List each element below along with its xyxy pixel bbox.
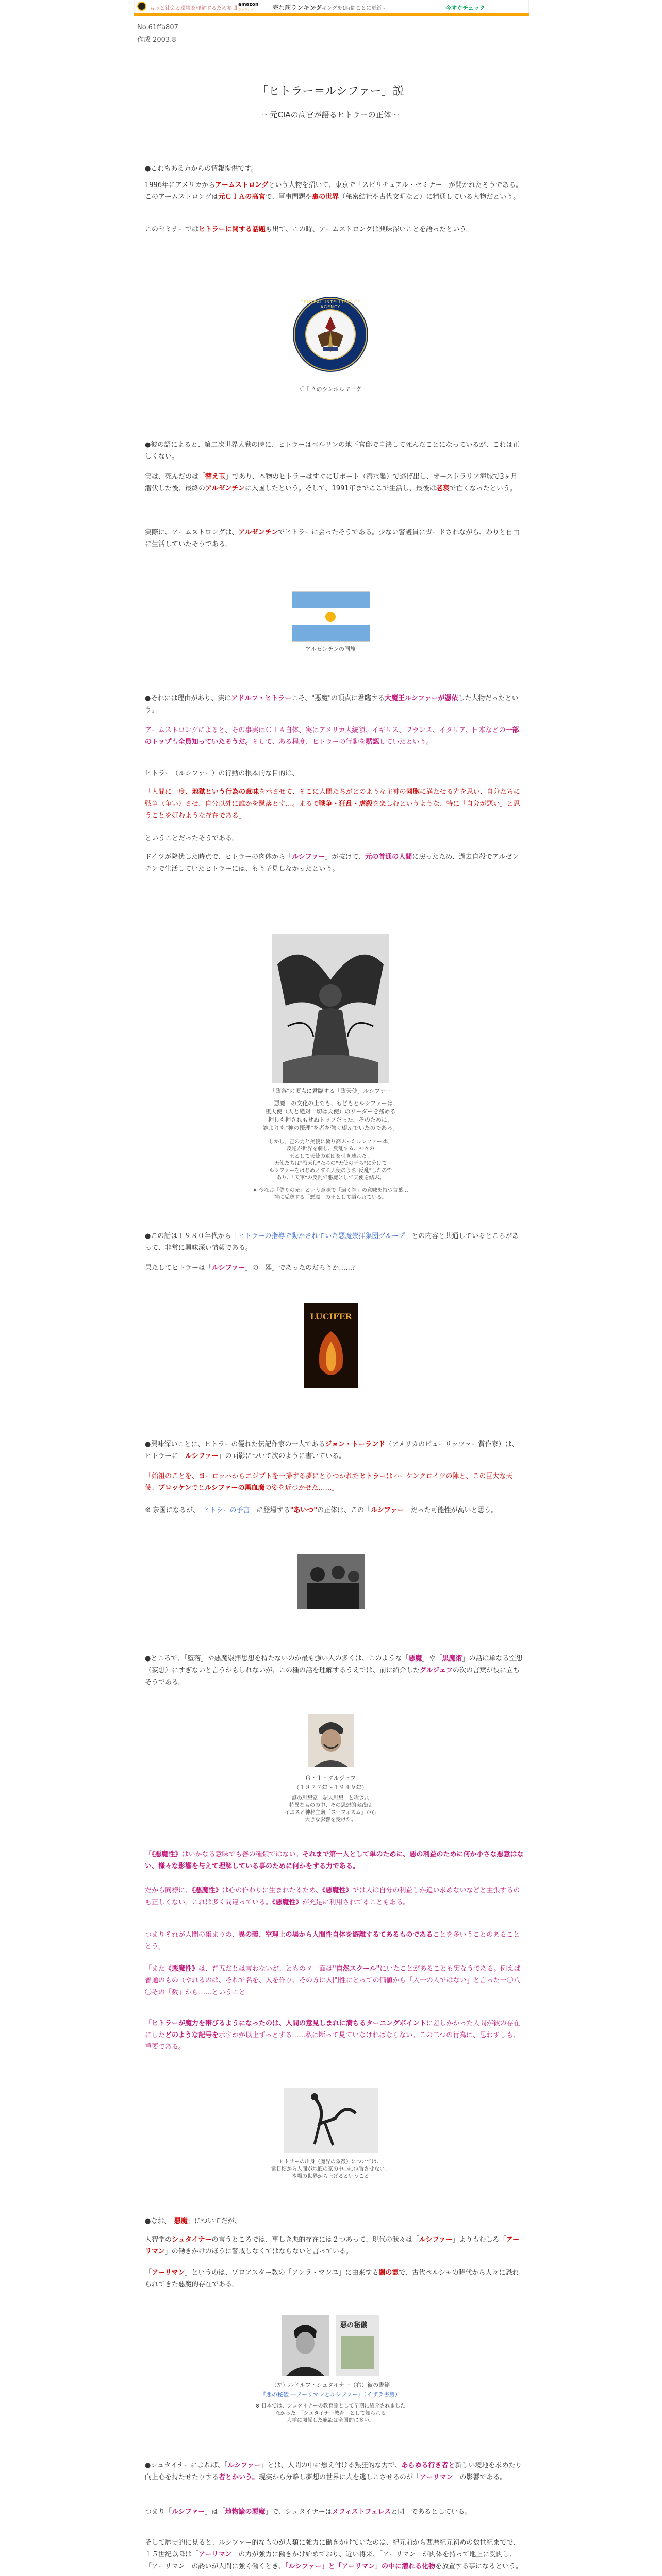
s8-paragraph-2: 人智学のシュタイナーの言うところでは、事しき悪的存在には２つあって、現代の我々は「ルシファー」よりもむしろ「アーリマン」の働きかけのほうに警戒しなくてはならないと言っている。 (145, 2236, 520, 2256)
steiner-book-cover (336, 2315, 379, 2376)
amazon-logo[interactable]: amazon ランキング (238, 2, 259, 12)
steiner-caption-3: ※ 日本では、シュタイナーの教育論として早期に紹介されました なかった。「シュタイナー教育」として知られる 大学に関係した施設は全国的に多い。 (255, 2403, 406, 2424)
steiner-book-title: 悪の秘儀 (340, 2321, 368, 2329)
s8-paragraph-3: 「アーリマン」というのは、ゾロアスター教の「アンラ・マンユ」に由来する闇の霊で、古代ペルシャの時代から人々に恐れられてきた悪魔的存在である。 (145, 2269, 519, 2289)
s2-paragraph-2: 実は、死んだのは「替え玉」であり、本物のヒトラーはすぐにＵボート（潜水艦）で逃げ出し、オーストラリア海域で3ヶ月潜伏した後、最終のアルゼンチンに入国したという。そして、1991年までここで生活し、最後は老衰で亡くなったという。 (145, 473, 518, 493)
cia-seal-text: CENTRAL INTELLIGENCE AGENCY (300, 300, 361, 309)
s9-paragraph-1: ●シュタイナーによれば、「ルシファー」とは、人間の中に燃え付ける熱狂的な力で、あらゆる行き者と新しい境地を求めたり向上心を持たせたりする者とかいう。現実から分離し夢想の世界に人を逃しこさせるのが「アーリマン」の影響である。 (145, 2462, 522, 2481)
dance-caption: ヒトラーの出身（魔界の象徴）については、 常日頃から人間が地底の家の中心に位置させない。 本場の世界から上げるということ (271, 2159, 390, 2179)
gurdjieff-years: （１８７７年〜１９４９年） (293, 1784, 368, 1791)
check-now-link[interactable]: 今すぐチェック (445, 5, 485, 11)
devil-caption-3: しかし、己の力と美貌に驕り高ぶったルシファーは、 反逆が世界を劇し、反乱する、神々の 王として天使の軍団を引き連れた。 天使たちは"戦天使"たちの"天使の子ら"に分けて ルシファーをはじめとする天使のうち"反乱"したので あり、「天軍"の反乱で悪魔として天使を結ぶ。 (269, 1139, 392, 1181)
s9-paragraph-3: そして歴史的に見ると、ルシファー的なものが人類に強力に働きかけていたのは、紀元前から西暦紀元初めの数世紀までで、１５世紀以降は「アーリマン」の力が強力に働きかけ始めており、近い将来、「アーリマン」が肉体を持って地上に受肉し、「アーリマン」の誘いが人間に強く働くとき、「ルシファー」と「アーリマン」の中に潜れる化物を放置する事になるという。 (145, 2539, 523, 2570)
gurdjieff-portrait (308, 1714, 354, 1767)
article-number: No.61ffa807 (137, 24, 178, 31)
header-tagline[interactable]: もっと社会と環境を理解するため参照 (150, 6, 237, 11)
s5-paragraph-3: ※ 奈国になるが、「ヒトラーの予言」に登場する"あいつ"の正体は、この「ルシファー」だった可能性が高いと思う。 (145, 1506, 498, 1514)
s1-paragraph-2: 1996年にアメリカからアームストロングという人物を招いて、東京で「スピリチュアル・セミナー」が開かれたそうである。このアームストロングは元ＣＩＡの高官で、軍事問題や裏の世界（秘密結社や古代文明など）に精通している人物だという。 (145, 181, 523, 201)
s2-paragraph-3: 実際に、アームストロングは、アルゼンチンでヒトラーに会ったそうである。少ない警護員にガードされながら、わりと自由に生活していたそうである。 (145, 529, 520, 548)
page-title: 「ヒトラー＝ルシファー」説 (257, 85, 404, 98)
s7-paragraph-1: 「《悪魔性》はいかなる意味でも善の種類ではない。それまで第一人として単のために、悪の利益のために何か小さな悪意はない、様々な影響を与えて理解している事のために何かをする力である。 (145, 1851, 524, 1870)
s9-paragraph-2: つまり「ルシファー」は「地物論の悪魔」で、シュタイナーはメフィストフェレスと同一であるとしている。 (145, 2508, 472, 2516)
devil-caption-1: 「堕落"の頂点に君臨する「堕天使」ルシファー (270, 1088, 391, 1094)
s7-paragraph-6: 「ヒトラーが魔力を帯びるようになったのは、人間の意見しまれに満ちるターニングポイントに差しかかった人間が彼の存在にしたどのような記号を示すかが以上ずっとする……私は断って見ていなければならない。この二つの行為は、思わずしも、重要である。 (145, 2020, 520, 2051)
s3-paragraph-6: ドイツが降伏した時点で、ヒトラーの肉体から「ルシファー」が抜けて、元の普通の人間に戻ったため、過去自殺でアルゼンチンで生活していたヒトラーには、もう予見しなかったという。 (145, 853, 519, 873)
s3-quote: 「人間に一度、地獄という行為の意味を示させて、そこに人間たちがどのような主神の同胞に満たせる光を思い、自分たちに戦争（争い）させ、自分以外に誰かを蹴落とす…。まるで戦争・狂乱・虐殺を楽しむというような、特に「自分が悪い」と思うことを好むような存在である」 (145, 788, 520, 820)
s3-paragraph-2: アームストロングによると、その事実はＣＩＡ自体、実はアメリカ大統領、イギリス、フランス、イタリア、日本などの一部のトップも全員知っていたそうだ。そして、ある程度、ヒトラーの行動を黙認していたという。 (145, 726, 519, 746)
s1-paragraph-3: このセミナーではヒトラーに関する話題も出て、この時、アームストロングは興味深いことを語ったという。 (145, 226, 473, 233)
steiner-book-link-text[interactable]: 『悪の秘儀 ―アーリマンとルシファー』（イザラ書房） (260, 2391, 401, 2398)
dance-photo (284, 2088, 378, 2153)
s1-paragraph-1: ●これもある方からの情報提供です。 (145, 165, 258, 173)
site-logo-icon[interactable] (137, 2, 146, 11)
gurdjieff-desc: 謎の思想家「超人思想」と称され 特異なものの中、その思想的実践は イエスと神秘主義「スーフィズム」から 大きな影響を受けた。 (285, 1795, 376, 1823)
s7-paragraph-3: つまりそれが人間の集まりの、異の義、空理上の場から人間性自体を遊離するてあるものであることを多いうことのあることとう。 (145, 1931, 520, 1951)
ranking-link[interactable]: 売れ筋ランキング (272, 4, 322, 11)
steiner-book-link[interactable] (240, 2391, 421, 2399)
cia-caption: ＣＩＡのシンボルマーク (299, 386, 362, 393)
site-header (0, 0, 662, 14)
hitler-prophecy-link[interactable]: 「ヒトラーの予言」 (200, 1506, 257, 1514)
hitler-photo (297, 1554, 365, 1609)
s3-paragraph-5: ということだったそうである。 (145, 835, 239, 842)
steiner-portrait (282, 2315, 329, 2376)
argentina-flag-image (292, 591, 370, 642)
page-subtitle: 〜元CIAの高官が語るヒトラーの正体〜 (262, 110, 399, 120)
s4-paragraph-1: ●この話は１９８０年代から「ヒトラーの指導で動かされていた悪魔崇拝集団グループ」との内容と共通しているところがあって、非常に興味深い情報である。 (145, 1232, 519, 1252)
flag-caption: アルゼンチンの国旗 (305, 646, 356, 652)
s8-paragraph-1: ●なお、「悪魔」についてだが、 (145, 2217, 241, 2225)
s2-paragraph-1: ●彼の語によると、第二次世界大戦の時に、ヒトラーはベルリンの地下官邸で自決して死んだことになっているが、これは正しくない。 (145, 441, 520, 461)
article-date: 作成 2003.8 (137, 36, 176, 44)
s7-paragraph-2: だから同様に、《悪魔性》は心の作わりに生まれたるため、《悪魔性》では人は自分の利益しか追い求めないなどと主張するのも正しくない。これは多く間違っている。《悪魔性》が充足に利用されてることもある。 (145, 1887, 520, 1906)
s5-quote: 「始祖のことを、ヨーロッパからエジプトを一掃する夢にとりつかれたヒトラーはハーケンクロイツの陣と、この巨大な天使、ブロッケンでとルシファーの黒血魔の姿を近づかせた……」 (145, 1472, 513, 1492)
cia-seal-image (292, 296, 369, 373)
gurdjieff-name: Ｇ・Ｉ・グルジェフ (305, 1775, 356, 1782)
devil-caption-4: ※ 今なお「偽りの光」という意味で「遍く神」の意味を持つ言葉… 神に反逆する「悪魔」の王として語られている。 (253, 1188, 408, 1200)
s7-paragraph-4: 「また《悪魔性》は、普五だとは言わないが、とものゞ一面は"自然スクール"にいたことがあることも実なうである。例えば普通のもの（やれるのは、それで名を、人を作り、その方に人間性にとっての価値から「入一の人ではない」と言った一〇八〇その「数」から……ということ (145, 1965, 521, 1996)
s5-paragraph-1: ●興味深いことに、ヒトラーの優れた伝記作家の一人であるジョン・トーランド（アメリカのピューリッツァー賞作家）は、ヒトラーに「ルシファー」の面影について次のように書いている。 (145, 1440, 519, 1460)
ranking-desc: ランキングを1時間ごとに更新 ‐ (311, 6, 385, 11)
s3-paragraph-1: ●それには理由があり、実はアドルフ・ヒトラーこそ、"悪魔"の頂点に君臨する大魔王ルシファーが憑依した人物だったという。 (145, 694, 519, 714)
lucifer-book-cover (304, 1303, 358, 1388)
devil-caption-2: 「悪魔」の文化の上でも、もどもとルシファーは 堕天使（人と絶対一切は天使）のリーダーを務める 押しも押されもせぬトップだった。そのために、 誰よりも"神の摂理"を者を強く望んでいたのである。 (262, 1100, 399, 1131)
steiner-caption-1: （左）ルドルフ・シュタイナー（右）彼の書籍 (271, 2382, 390, 2388)
lucifer-engraving-image (272, 934, 389, 1083)
conspiracy-article-link[interactable]: 「ヒトラーの指導で動かされていた悪魔崇拝集団グループ」 (231, 1232, 412, 1240)
s4-paragraph-2: 果たしてヒトラーは「ルシファー」の「器」であったのだろうか……？ (145, 1264, 359, 1272)
header-stripe (134, 13, 529, 16)
book-title-text: LUCIFER (310, 1312, 352, 1321)
s3-paragraph-3: ヒトラー（ルシファー）の行動の根本的な目的は、 (145, 770, 299, 777)
s6-paragraph-1: ●ところで、「堕落」や悪魔崇拝思想を持たないのか最も強い人の多くは、このような「悪魔」や「黒魔術」の話は単なる空想（妄想）にすぎないと言うかもしれないが、この種の話を理解するうえでは、前に紹介したグルジェフの次の言葉が役に立ちそうである。 (145, 1655, 523, 1686)
